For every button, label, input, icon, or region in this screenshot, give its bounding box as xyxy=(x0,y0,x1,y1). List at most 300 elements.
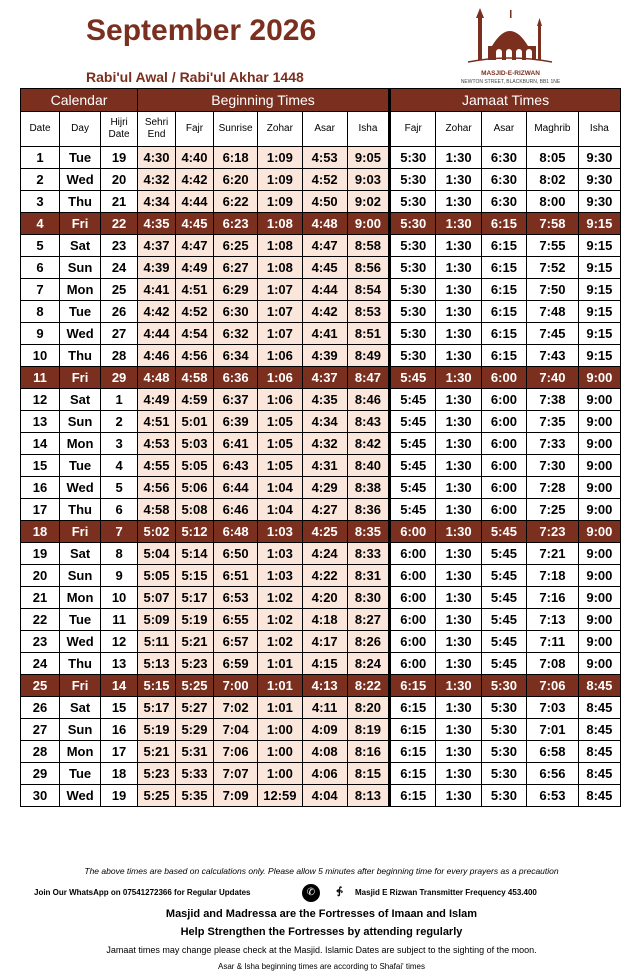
table-row xyxy=(21,675,621,697)
table-cell: 4:04 xyxy=(302,785,347,807)
table-row xyxy=(21,235,621,257)
table-cell: 8:54 xyxy=(347,279,389,301)
table-cell: 6:00 xyxy=(390,565,436,587)
table-cell: 9:15 xyxy=(578,235,620,257)
table-cell: 4:42 xyxy=(138,301,176,323)
table-cell: 6 xyxy=(101,499,138,521)
table-cell: 9:30 xyxy=(578,147,620,169)
table-cell: 14 xyxy=(21,433,60,455)
table-cell: 5:33 xyxy=(175,763,213,785)
table-cell: 2 xyxy=(101,411,138,433)
table-cell: 8:47 xyxy=(347,367,389,389)
table-cell: 4:52 xyxy=(175,301,213,323)
table-cell: 1:30 xyxy=(436,367,481,389)
table-row xyxy=(21,301,621,323)
table-cell: 6:00 xyxy=(390,587,436,609)
table-cell: 1:04 xyxy=(258,477,302,499)
table-cell: Fri xyxy=(60,521,101,543)
table-cell: 6:32 xyxy=(213,323,257,345)
table-cell: 9:00 xyxy=(578,565,620,587)
table-cell: 4:32 xyxy=(302,433,347,455)
table-cell: 1:30 xyxy=(436,323,481,345)
table-cell: Mon xyxy=(60,587,101,609)
table-cell: 4:34 xyxy=(138,191,176,213)
table-cell: 5 xyxy=(101,477,138,499)
table-cell: 4:44 xyxy=(138,323,176,345)
table-cell: 4:49 xyxy=(138,389,176,411)
table-cell: 4:35 xyxy=(302,389,347,411)
table-cell: 5:30 xyxy=(390,257,436,279)
table-cell: 6:00 xyxy=(390,609,436,631)
table-row xyxy=(21,257,621,279)
table-cell: Sat xyxy=(60,543,101,565)
table-cell: 4:53 xyxy=(138,433,176,455)
table-row xyxy=(21,213,621,235)
table-cell: 19 xyxy=(101,147,138,169)
table-cell: 5:09 xyxy=(138,609,176,631)
table-cell: 15 xyxy=(21,455,60,477)
table-cell: 8:45 xyxy=(578,763,620,785)
table-cell: 6:50 xyxy=(213,543,257,565)
table-cell: 1:30 xyxy=(436,719,481,741)
table-cell: 8:58 xyxy=(347,235,389,257)
table-cell: 6:29 xyxy=(213,279,257,301)
table-row xyxy=(21,521,621,543)
table-cell: 6:00 xyxy=(481,389,526,411)
table-row xyxy=(21,543,621,565)
table-cell: 6:15 xyxy=(481,323,526,345)
table-cell: 1:30 xyxy=(436,169,481,191)
table-cell: 9:30 xyxy=(578,169,620,191)
table-cell: 6:15 xyxy=(481,279,526,301)
table-cell: 6:48 xyxy=(213,521,257,543)
table-cell: 22 xyxy=(101,213,138,235)
table-cell: 1:09 xyxy=(258,147,302,169)
table-cell: 6:00 xyxy=(481,499,526,521)
table-cell: 7 xyxy=(21,279,60,301)
table-row xyxy=(21,565,621,587)
table-cell: 4:32 xyxy=(138,169,176,191)
table-cell: Sun xyxy=(60,257,101,279)
table-cell: 6:41 xyxy=(213,433,257,455)
table-cell: Wed xyxy=(60,169,101,191)
table-cell: 26 xyxy=(101,301,138,323)
table-cell: 9:15 xyxy=(578,323,620,345)
table-cell: 5:30 xyxy=(481,741,526,763)
table-cell: 6:15 xyxy=(390,741,436,763)
table-cell: 6:51 xyxy=(213,565,257,587)
table-cell: 7:04 xyxy=(213,719,257,741)
table-cell: 5:21 xyxy=(175,631,213,653)
table-cell: 8:15 xyxy=(347,763,389,785)
table-cell: 4:39 xyxy=(302,345,347,367)
table-cell: 4:53 xyxy=(302,147,347,169)
table-cell: 5:03 xyxy=(175,433,213,455)
table-cell: 9:03 xyxy=(347,169,389,191)
table-cell: 5:04 xyxy=(138,543,176,565)
column-header: Zohar xyxy=(258,112,302,147)
table-cell: 5:45 xyxy=(390,477,436,499)
table-cell: 6:56 xyxy=(527,763,579,785)
table-cell: 6:00 xyxy=(481,455,526,477)
table-cell: 4:41 xyxy=(138,279,176,301)
table-cell: 8:27 xyxy=(347,609,389,631)
table-row xyxy=(21,279,621,301)
table-cell: 5:45 xyxy=(390,499,436,521)
table-cell: 1:30 xyxy=(436,521,481,543)
table-cell: 6:15 xyxy=(390,697,436,719)
table-cell: 19 xyxy=(21,543,60,565)
table-cell: 8:40 xyxy=(347,455,389,477)
table-cell: 5:29 xyxy=(175,719,213,741)
table-cell: 1:00 xyxy=(258,763,302,785)
table-cell: 7:09 xyxy=(213,785,257,807)
table-cell: 8:49 xyxy=(347,345,389,367)
table-cell: 8:45 xyxy=(578,675,620,697)
column-header: Date xyxy=(21,112,60,147)
table-row xyxy=(21,697,621,719)
table-cell: 30 xyxy=(21,785,60,807)
table-cell: 27 xyxy=(101,323,138,345)
column-header: Day xyxy=(60,112,101,147)
table-cell: 8:16 xyxy=(347,741,389,763)
table-cell: Tue xyxy=(60,147,101,169)
table-cell: 5:19 xyxy=(175,609,213,631)
table-cell: 9:00 xyxy=(578,653,620,675)
logo-address: NEWTON STREET, BLACKBURN, BB1 1NE xyxy=(460,79,561,85)
table-cell: 16 xyxy=(21,477,60,499)
table-cell: 1:09 xyxy=(258,191,302,213)
table-cell: 1:03 xyxy=(258,565,302,587)
table-cell: 6:00 xyxy=(390,521,436,543)
table-cell: 1:07 xyxy=(258,301,302,323)
table-cell: 20 xyxy=(101,169,138,191)
column-header: Isha xyxy=(578,112,620,147)
table-cell: 7:28 xyxy=(527,477,579,499)
group-jamaat-times: Jamaat Times xyxy=(390,89,621,112)
table-cell: 6:00 xyxy=(481,367,526,389)
table-cell: 5:23 xyxy=(175,653,213,675)
table-cell: 11 xyxy=(101,609,138,631)
table-cell: 6:15 xyxy=(481,257,526,279)
table-cell: 4:55 xyxy=(138,455,176,477)
table-cell: Wed xyxy=(60,477,101,499)
table-cell: 6:23 xyxy=(213,213,257,235)
table-cell: 1:02 xyxy=(258,587,302,609)
table-cell: 8:56 xyxy=(347,257,389,279)
table-cell: 7:18 xyxy=(527,565,579,587)
table-row xyxy=(21,169,621,191)
table-cell: Tue xyxy=(60,301,101,323)
table-cell: 6:37 xyxy=(213,389,257,411)
table-cell: 5:45 xyxy=(481,521,526,543)
table-row xyxy=(21,763,621,785)
table-cell: 25 xyxy=(101,279,138,301)
table-row xyxy=(21,411,621,433)
table-cell: 6:00 xyxy=(481,477,526,499)
table-cell: 7:38 xyxy=(527,389,579,411)
table-cell: Wed xyxy=(60,785,101,807)
table-cell: 12:59 xyxy=(258,785,302,807)
table-cell: 6:15 xyxy=(481,235,526,257)
table-cell: 1:30 xyxy=(436,785,481,807)
table-cell: 6:30 xyxy=(213,301,257,323)
table-cell: 1:03 xyxy=(258,543,302,565)
table-cell: Tue xyxy=(60,455,101,477)
table-cell: 17 xyxy=(101,741,138,763)
table-cell: Thu xyxy=(60,191,101,213)
table-cell: 13 xyxy=(21,411,60,433)
table-cell: 4:30 xyxy=(138,147,176,169)
table-cell: 1:30 xyxy=(436,147,481,169)
broadcast-icon: ⨗ xyxy=(337,886,343,897)
table-cell: 8:45 xyxy=(578,785,620,807)
table-row xyxy=(21,477,621,499)
table-cell: 23 xyxy=(101,235,138,257)
table-cell: 4:39 xyxy=(138,257,176,279)
table-cell: 1:30 xyxy=(436,301,481,323)
table-cell: 9:00 xyxy=(578,367,620,389)
table-row xyxy=(21,147,621,169)
table-cell: 9:15 xyxy=(578,279,620,301)
table-cell: 6:22 xyxy=(213,191,257,213)
table-cell: 6:44 xyxy=(213,477,257,499)
table-cell: 1:30 xyxy=(436,345,481,367)
table-cell: 4:48 xyxy=(138,367,176,389)
table-cell: 7:03 xyxy=(527,697,579,719)
table-cell: 8:22 xyxy=(347,675,389,697)
table-cell: 6:58 xyxy=(527,741,579,763)
table-cell: 1:00 xyxy=(258,741,302,763)
table-cell: Mon xyxy=(60,433,101,455)
table-cell: 15 xyxy=(101,697,138,719)
table-row xyxy=(21,433,621,455)
table-cell: 6 xyxy=(21,257,60,279)
table-cell: 1:30 xyxy=(436,763,481,785)
table-cell: 9:00 xyxy=(578,631,620,653)
table-cell: 1:30 xyxy=(436,389,481,411)
table-cell: 29 xyxy=(21,763,60,785)
table-cell: 1:01 xyxy=(258,697,302,719)
table-cell: 5:30 xyxy=(481,675,526,697)
table-cell: 4:45 xyxy=(175,213,213,235)
table-cell: 9:15 xyxy=(578,301,620,323)
table-cell: 6:25 xyxy=(213,235,257,257)
table-cell: 4:44 xyxy=(302,279,347,301)
table-cell: 4:29 xyxy=(302,477,347,499)
table-cell: 29 xyxy=(101,367,138,389)
table-cell: 17 xyxy=(21,499,60,521)
table-cell: Thu xyxy=(60,345,101,367)
table-cell: 8:43 xyxy=(347,411,389,433)
column-header: Asar xyxy=(302,112,347,147)
table-row xyxy=(21,587,621,609)
table-cell: 4:42 xyxy=(302,301,347,323)
table-cell: 5:30 xyxy=(390,235,436,257)
table-cell: 4:35 xyxy=(138,213,176,235)
table-cell: 12 xyxy=(21,389,60,411)
table-cell: 5:19 xyxy=(138,719,176,741)
table-cell: 7:11 xyxy=(527,631,579,653)
table-cell: 9:05 xyxy=(347,147,389,169)
table-cell: 1:30 xyxy=(436,653,481,675)
table-cell: 9:15 xyxy=(578,345,620,367)
table-cell: 5:30 xyxy=(481,763,526,785)
table-cell: 6:34 xyxy=(213,345,257,367)
hijri-subtitle: Rabi'ul Awal / Rabi'ul Akhar 1448 xyxy=(86,69,304,85)
table-cell: 5:12 xyxy=(175,521,213,543)
table-cell: 7:00 xyxy=(213,675,257,697)
column-header: Sehri End xyxy=(138,112,176,147)
table-cell: 4:58 xyxy=(175,367,213,389)
table-cell: 8:51 xyxy=(347,323,389,345)
table-cell: 4:27 xyxy=(302,499,347,521)
table-cell: 4:18 xyxy=(302,609,347,631)
table-cell: 5:45 xyxy=(390,411,436,433)
table-cell: 4:06 xyxy=(302,763,347,785)
table-cell: Wed xyxy=(60,323,101,345)
table-cell: 21 xyxy=(101,191,138,213)
table-cell: 7:55 xyxy=(527,235,579,257)
table-cell: 7 xyxy=(101,521,138,543)
table-cell: 4:24 xyxy=(302,543,347,565)
timetable xyxy=(20,88,621,807)
table-cell: 4:13 xyxy=(302,675,347,697)
table-cell: Sat xyxy=(60,697,101,719)
table-cell: 4:42 xyxy=(175,169,213,191)
table-cell: 4:47 xyxy=(302,235,347,257)
column-header: Zohar xyxy=(436,112,481,147)
table-cell: 4:44 xyxy=(175,191,213,213)
table-cell: 5:30 xyxy=(390,345,436,367)
table-cell: 6:43 xyxy=(213,455,257,477)
table-cell: 7:23 xyxy=(527,521,579,543)
table-cell: 6:30 xyxy=(481,169,526,191)
calculation-note: The above times are based on calculations only. Please allow 5 minutes after beginning time for every prayers as a precaution xyxy=(84,866,559,876)
table-cell: 5:21 xyxy=(138,741,176,763)
table-row xyxy=(21,631,621,653)
table-cell: 4:40 xyxy=(175,147,213,169)
table-cell: 20 xyxy=(21,565,60,587)
table-cell: 8:38 xyxy=(347,477,389,499)
table-cell: 9:00 xyxy=(578,609,620,631)
table-cell: 7:06 xyxy=(213,741,257,763)
table-cell: 1:30 xyxy=(436,631,481,653)
table-cell: 9:00 xyxy=(347,213,389,235)
table-cell: 1:06 xyxy=(258,345,302,367)
logo-name: MASJID-E-RIZWAN xyxy=(481,70,540,77)
table-row xyxy=(21,455,621,477)
table-cell: 9:00 xyxy=(578,543,620,565)
table-cell: 8:19 xyxy=(347,719,389,741)
table-cell: 2 xyxy=(21,169,60,191)
table-cell: 4 xyxy=(21,213,60,235)
table-cell: 1 xyxy=(101,389,138,411)
table-cell: 7:33 xyxy=(527,433,579,455)
table-cell: 1:30 xyxy=(436,741,481,763)
table-cell: 8:36 xyxy=(347,499,389,521)
table-cell: 7:16 xyxy=(527,587,579,609)
table-cell: Wed xyxy=(60,631,101,653)
table-cell: 7:48 xyxy=(527,301,579,323)
table-cell: 5:17 xyxy=(175,587,213,609)
table-cell: 1:07 xyxy=(258,323,302,345)
table-cell: 4:37 xyxy=(138,235,176,257)
table-cell: 1:30 xyxy=(436,543,481,565)
table-cell: Sat xyxy=(60,389,101,411)
table-cell: 4 xyxy=(101,455,138,477)
table-cell: 6:00 xyxy=(481,433,526,455)
table-cell: 4:20 xyxy=(302,587,347,609)
table-cell: 4:56 xyxy=(138,477,176,499)
table-cell: 5:45 xyxy=(390,367,436,389)
table-cell: 8 xyxy=(101,543,138,565)
table-row xyxy=(21,719,621,741)
table-cell: 1:30 xyxy=(436,257,481,279)
table-cell: 5:35 xyxy=(175,785,213,807)
table-cell: 9 xyxy=(101,565,138,587)
table-cell: 6:00 xyxy=(390,631,436,653)
table-row xyxy=(21,345,621,367)
table-cell: 1:30 xyxy=(436,675,481,697)
table-cell: 5:30 xyxy=(390,301,436,323)
column-header: Fajr xyxy=(390,112,436,147)
table-cell: 6:27 xyxy=(213,257,257,279)
table-cell: 21 xyxy=(21,587,60,609)
table-cell: 5:45 xyxy=(481,543,526,565)
table-cell: 7:02 xyxy=(213,697,257,719)
table-cell: 6:53 xyxy=(527,785,579,807)
table-cell: 8 xyxy=(21,301,60,323)
table-cell: 6:39 xyxy=(213,411,257,433)
table-cell: 1:06 xyxy=(258,389,302,411)
table-cell: 4:56 xyxy=(175,345,213,367)
table-cell: Sun xyxy=(60,411,101,433)
table-row xyxy=(21,367,621,389)
table-cell: 5:30 xyxy=(390,279,436,301)
table-cell: 5:30 xyxy=(481,785,526,807)
table-cell: 5:15 xyxy=(175,565,213,587)
table-cell: 5:23 xyxy=(138,763,176,785)
table-cell: 7:50 xyxy=(527,279,579,301)
table-cell: 8:33 xyxy=(347,543,389,565)
table-cell: 8:02 xyxy=(527,169,579,191)
table-cell: 22 xyxy=(21,609,60,631)
table-cell: 14 xyxy=(101,675,138,697)
table-cell: 5:45 xyxy=(481,631,526,653)
table-cell: 4:48 xyxy=(302,213,347,235)
table-cell: 4:15 xyxy=(302,653,347,675)
whatsapp-text: Join Our WhatsApp on 07541272366 for Regular Updates xyxy=(34,888,251,897)
table-cell: 1:07 xyxy=(258,279,302,301)
table-cell: 1:03 xyxy=(258,521,302,543)
table-cell: 1:05 xyxy=(258,455,302,477)
jamaat-disclaimer: Jamaat times may change please check at the Masjid. Islamic Dates are subject to the sighting of the moon. xyxy=(106,945,537,955)
table-cell: 5:01 xyxy=(175,411,213,433)
table-cell: 6:00 xyxy=(481,411,526,433)
table-cell: 8:35 xyxy=(347,521,389,543)
table-cell: 4:51 xyxy=(138,411,176,433)
table-cell: 26 xyxy=(21,697,60,719)
table-cell: 5:30 xyxy=(390,191,436,213)
table-cell: 5:30 xyxy=(390,323,436,345)
column-header: Sunrise xyxy=(213,112,257,147)
table-cell: 4:47 xyxy=(175,235,213,257)
table-cell: 4:17 xyxy=(302,631,347,653)
table-cell: Sun xyxy=(60,565,101,587)
table-cell: 24 xyxy=(101,257,138,279)
table-cell: 4:37 xyxy=(302,367,347,389)
